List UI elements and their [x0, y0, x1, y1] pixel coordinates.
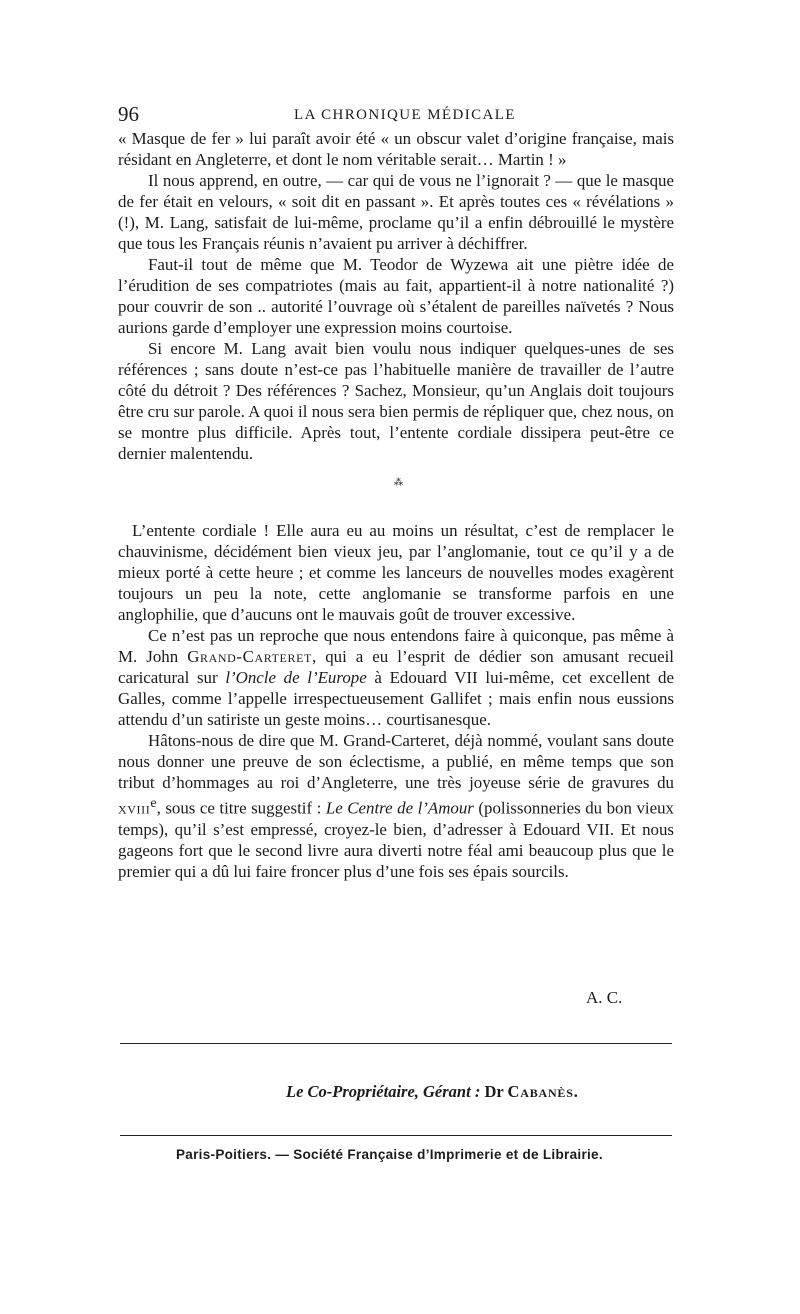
paragraph: « Masque de fer » lui paraît avoir été « un obscur valet d’origine française, mais résidant en Angleterre, et dont le nom véritable serait… Martin ! »	[118, 129, 674, 169]
section-ornament	[118, 464, 674, 520]
paragraph	[118, 625, 674, 730]
paragraph-text: , sous ce titre suggestif :	[156, 798, 326, 818]
gerant-label: Le Co-Propriétaire, Gérant :	[286, 1082, 481, 1101]
author-signature: A. C.	[586, 988, 623, 1007]
paragraph: Il nous apprend, en outre, — car qui de vous ne l’ignorait ? — que le masque de fer était en velours, « soit dit en passant ». Et après toutes ces « révélations » (!), M. Lang, satisfait de lui-même, proclame qu’il a enfin débrouillé le mystère que tous les Français réunis n’avaient pu arriver à déchiffrer.	[118, 171, 674, 253]
paragraph-text: (polissonneries du bon vieux temps), qu’il s’est empressé, croyez-le bien, d’adresser à Edouard VII. Et nous gageons fort que le second livre aura diverti notre féal ami beaucoup plus que le premier qui a dû lui faire froncer plus d’une fois ses épais sourcils.	[118, 798, 674, 881]
gerant-title: Dr	[484, 1082, 504, 1101]
running-title: LA CHRONIQUE MÉDICALE	[294, 107, 516, 123]
divider-rule	[120, 1135, 672, 1136]
divider-rule	[120, 1043, 672, 1044]
paragraph-text: à Edouard VII lui-même, cet excellent de Galles, comme l’appelle irrespectueusement Gallifet ; mais enfin nous eussions attendu d’un satiriste un geste moins… courtisanesque.	[118, 668, 675, 729]
paragraph: Faut-il tout de même que M. Teodor de Wyzewa ait une piètre idée de l’érudition de ses compatriotes (mais au fait, appartient-il à notre nationalité ?) pour couvrir de son .. autorité l’ouvrage où s’étalent de pareilles naïvetés ? Nous aurions garde d’employer une expression moins courtoise.	[118, 255, 674, 337]
author-name: Grand-Carteret	[187, 647, 312, 666]
century-numeral: xviii	[118, 798, 151, 818]
paragraph: Si encore M. Lang avait bien voulu nous indiquer quelques-unes de ses références ; sans doute n’est-ce pas l’habituelle manière de travailler de l’autre côté du détroit ? Des références ? Sachez, Monsieur, qu’un Anglais doit toujours être cru sur parole. A quoi il nous sera bien permis de répliquer que, chez nous, on se montre plus difficile. Après tout, l’entente cordiale dissipera peut-être ce dernier malentendu.	[118, 339, 674, 463]
paragraph-text: Ce n’est pas un reproche que nous entendons faire à quiconque, pas même à M. John	[118, 626, 674, 666]
printer-imprint: Paris-Poitiers. — Société Française d’Imprimerie et de Librairie.	[176, 1147, 603, 1162]
asterism-glyph: ⁂	[394, 477, 403, 487]
paragraph-text: , qui a eu l’esprit de dédier son amusant recueil caricatural sur	[118, 647, 674, 687]
paragraph-text: Hâtons-nous de dire que M. Grand-Carteret, déjà nommé, voulant sans doute nous donner une preuve de son éclectisme, a publié, en même temps que son tribut d’hommages au roi d’Angleterre, une très joyeuse série de gravures du	[118, 731, 674, 792]
paragraph	[118, 730, 674, 882]
page-header	[118, 102, 678, 126]
gerant-line	[286, 1082, 579, 1102]
gerant-name: Cabanès.	[507, 1082, 579, 1101]
century-superscript: e	[150, 795, 157, 811]
book-title: Le Centre de l’Amour	[325, 798, 474, 818]
book-title: l’Oncle de l’Europe	[225, 668, 367, 687]
paragraph: L’entente cordiale ! Elle aura eu au moins un résultat, c’est de remplacer le chauvinisme, décidément bien vieux jeu, par l’anglomanie, tout ce qu’il y a de mieux porté à cette heure ; et comme les lanceurs de nouvelles modes exagèrent toujours un peu la note, cette anglomanie se transforme parfois en une anglophilie, que d’aucuns ont le mauvais goût de trouver excessive.	[118, 521, 674, 624]
page-number: 96	[118, 102, 139, 126]
article-body	[118, 128, 674, 882]
